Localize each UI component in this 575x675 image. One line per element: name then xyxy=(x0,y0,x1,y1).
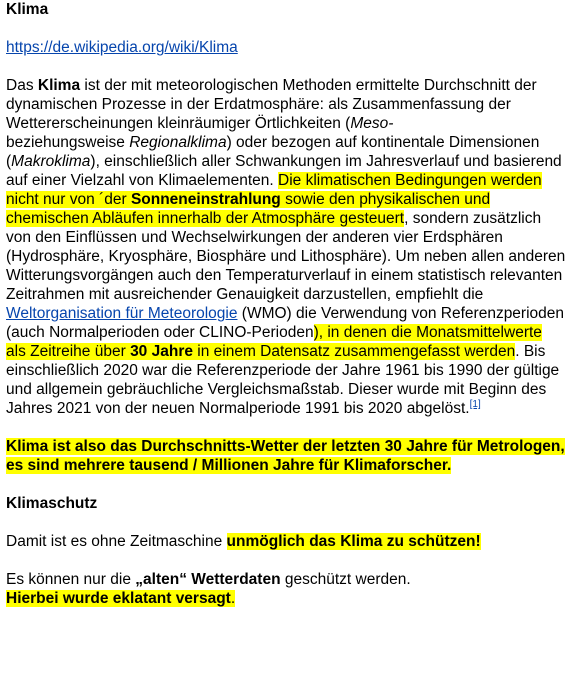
term-kryosphaere: Kryosphäre xyxy=(108,248,188,265)
highlight-bold: Hierbei wurde eklatant versagt xyxy=(6,590,231,607)
text: Es können nur die xyxy=(6,571,136,588)
text: beziehungsweise xyxy=(6,134,130,151)
text: , xyxy=(187,248,197,265)
text: (auch xyxy=(6,324,50,341)
term-regionalklima: Regionalklima xyxy=(129,134,227,151)
text: (WMO) die Verwendung von xyxy=(237,305,441,322)
spacer xyxy=(6,551,566,570)
text: . Bis einschließlich 2020 war die Referenzperiode der Jahre 1961 bis 1990 der gültige und allgemein gebräuchliche Vergleichsmaßstab. Dieser wurde mit Beginn des Jahres 2021 von der neuen Normalperiode 1991 bis 2020 abgelöst. xyxy=(6,343,560,417)
term-hydrosphaere: Hydrosphäre xyxy=(11,248,100,265)
term-klima: Klima xyxy=(37,77,81,94)
section-heading: Klimaschutz xyxy=(6,495,98,512)
term-lithosphaere: Lithosphäre xyxy=(300,248,382,265)
term-erdatmosphaere: Erdatmosphäre xyxy=(213,96,320,113)
text: und xyxy=(266,248,301,265)
spacer xyxy=(6,418,566,437)
term-biosphaere: Biosphäre xyxy=(196,248,267,265)
text: geschützt werden. xyxy=(280,571,411,588)
highlight: in einem Datensatz zusammengefasst werden xyxy=(192,343,516,360)
term-erdsphaeren: Erdsphären xyxy=(422,229,503,246)
term-normalperioden: Normalperioden xyxy=(49,324,160,341)
term-meteorologischen: meteorologischen xyxy=(155,77,279,94)
link-wmo[interactable]: Weltorganisation für Meteorologie xyxy=(6,305,238,322)
text: kleinräumiger Örtlichkeiten ( xyxy=(153,115,351,132)
text: Das xyxy=(6,77,38,94)
text: ( xyxy=(6,248,12,265)
text: Methoden ermittelte Durchschnitt der dynamischen Prozesse in der xyxy=(6,77,537,113)
highlight: Die klimatischen Bedingungen werden nicht nur von ´der xyxy=(6,172,542,208)
spacer xyxy=(6,513,566,532)
term-klimaelementen: Klimaelementen xyxy=(158,172,270,189)
highlight-bold: unmöglich das Klima zu schützen! xyxy=(226,533,481,550)
text: , sondern zusätzlich von den Einflüssen und Wechselwirkungen der anderen vier xyxy=(6,210,542,246)
spacer xyxy=(6,57,566,76)
spacer xyxy=(6,475,566,494)
term-referenzperioden: Referenzperioden xyxy=(440,305,565,322)
term-alten-wetterdaten: „alten“ Wetterdaten xyxy=(135,571,281,588)
term-clino-perioden: CLINO-Perioden xyxy=(199,324,314,341)
text: Damit ist es ohne Zeitmaschine xyxy=(6,533,227,550)
highlight: ), in denen die Monatsmittelwerte als Zeitreihe über xyxy=(6,324,542,360)
text: ist der mit xyxy=(80,77,156,94)
highlight: . xyxy=(230,590,236,607)
article-paragraph xyxy=(6,76,566,418)
summary-statement: Klima ist also das Durchschnitts-Wetter der letzten 30 Jahre für Metrologen, es sind mehrere tausend / Millionen Jahre für Klimaforscher. xyxy=(6,438,565,474)
source-link[interactable]: https://de.wikipedia.org/wiki/Klima xyxy=(6,39,238,56)
text: ), einschließlich aller Schwankungen im Jahresverlauf und basierend auf einer Vielzahl von xyxy=(6,153,562,189)
text: ) oder bezogen auf kontinentale Dimensionen ( xyxy=(6,134,540,170)
term-meso: Meso- xyxy=(350,115,394,132)
highlight-bold: Sonneneinstrahlung xyxy=(130,191,281,208)
text: oder xyxy=(159,324,200,341)
conclusion xyxy=(6,532,566,551)
text: . xyxy=(269,172,279,189)
term-makroklima: Makroklima xyxy=(11,153,91,170)
page-title: Klima xyxy=(6,1,49,18)
term-wettererscheinungen: Wettererscheinungen xyxy=(6,115,154,132)
text: , xyxy=(99,248,109,265)
footnote-link[interactable]: [1] xyxy=(469,398,481,410)
text: ). Um neben allen anderen Witterungsvorgängen auch den Temperaturverlauf in einem statistisch relevanten Zeitrahmen mit ausreichender Genauigkeit darzustellen, empfiehlt die xyxy=(6,248,566,303)
highlight: sowie den physikalischen und chemischen Abläufen innerhalb der Atmosphäre gesteuert xyxy=(6,191,491,227)
spacer xyxy=(6,19,566,38)
text: : als Zusammenfassung der xyxy=(319,96,511,113)
highlight-bold: 30 Jahre xyxy=(130,343,193,360)
final-statement xyxy=(6,570,566,608)
